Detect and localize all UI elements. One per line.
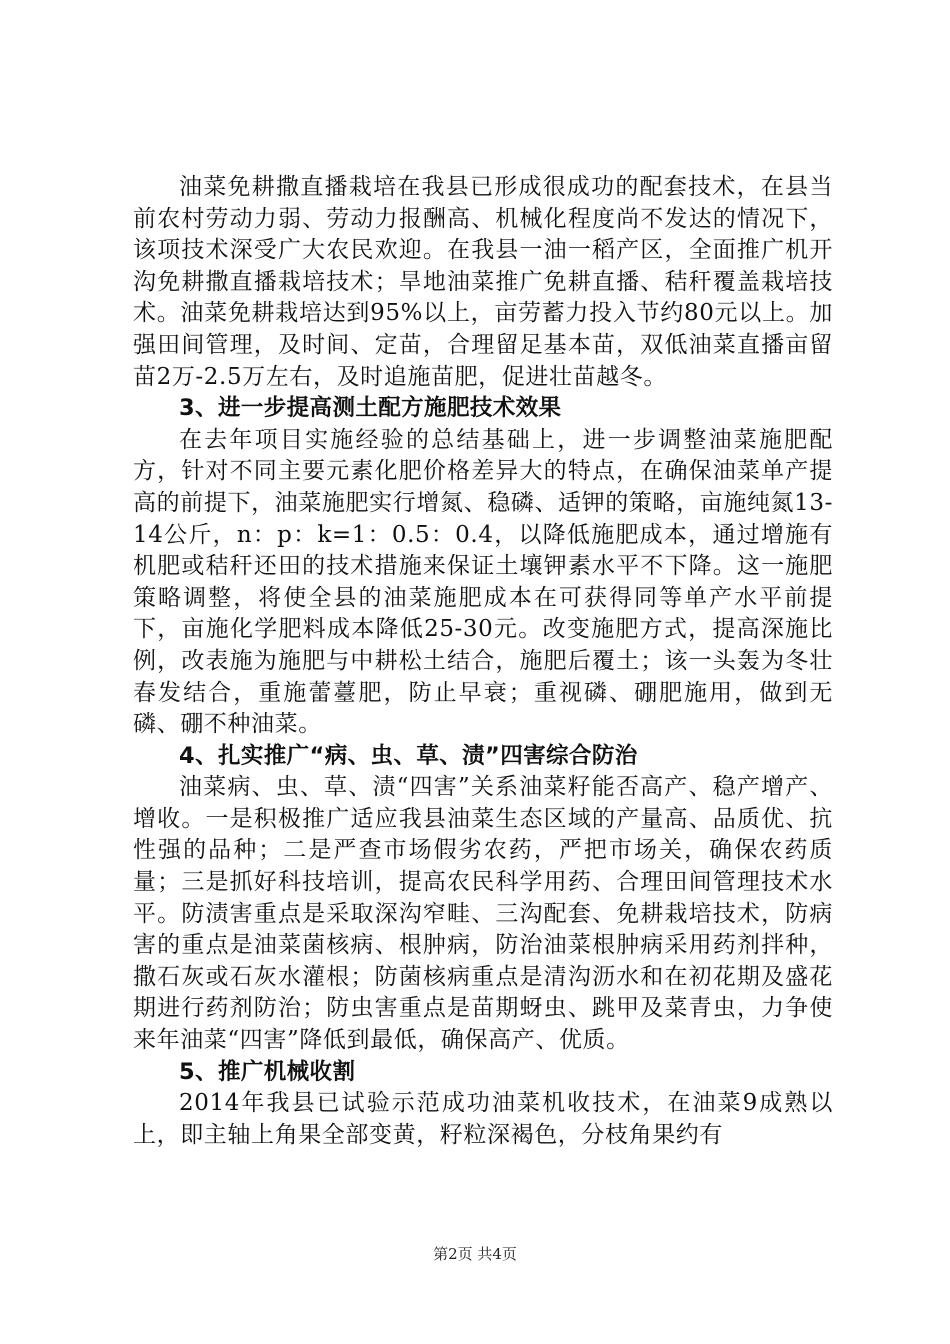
paragraph-no-till-direct-seeding: 油菜免耕撒直播栽培在我县已形成很成功的配套技术，在县当前农村劳动力弱、劳动力报酬高、机械化程度尚不发达的情况下，该项技术深受广大农民欢迎。在我县一油一稻产区，全面推广机开沟免耕撒直播栽培技术；旱地油菜推广免耕直播、秸秆覆盖栽培技术。油菜免耕栽培达到95%以上，亩劳蓄力投入节约80元以上。加强田间管理，及时间、定苗，合理留足基本苗，双低油菜直播亩留苗2万-2.5万左右，及时追施苗肥，促进壮苗越冬。 [133,174,833,390]
section-heading-3: 3、进一步提高测土配方施肥技术效果 [179,395,562,422]
paragraph-fertilization: 在去年项目实施经验的总结基础上，进一步调整油菜施肥配方，针对不同主要元素化肥价格差异大的特点，在确保油菜单产提高的前提下，油菜施肥实行增氮、稳磷、适钾的策略，亩施纯氮13-14公斤，n：p：k=1：0.5：0.4，以降低施肥成本，通过增施有机肥或秸秆还田的技术措施来保证土壤钾素水平不下降。这一施肥策略调整，将使全县的油菜施肥成本在可获得同等单产水平前提下，亩施化学肥料成本降低25-30元。改变施肥方式，提高深施比例，改表施为施肥与中耕松土结合，施肥后覆土；该一头轰为冬壮春发结合，重施蕾薹肥，防止早衰；重视磷、硼肥施用，做到无磷、硼不种油菜。 [133,426,833,738]
paragraph-mechanical-harvest: 2014年我县已试验示范成功油菜机收技术，在油菜9成熟以上，即主轴上角果全部变黄，籽粒深褐色，分枝角果约有 [133,1090,833,1148]
paragraph-pest-control: 油菜病、虫、草、渍“四害”关系油菜籽能否高产、稳产增产、增收。一是积极推广适应我县油菜生态区域的产量高、品质优、抗性强的品种；二是严查市场假劣农药，严把市场关，确保农药质量；三是抓好科技培训，提高农民科学用药、合理田间管理技术水平。防渍害重点是采取深沟窄畦、三沟配套、免耕栽培技术，防病害的重点是油菜菌核病、根肿病，防治油菜根肿病采用药剂拌种，撒石灰或石灰水灌根；防菌核病重点是清沟沥水和在初花期及盛花期进行药剂防治；防虫害重点是苗期蚜虫、跳甲及菜青虫，力争使来年油菜“四害”降低到最低，确保高产、优质。 [133,774,833,1054]
section-heading-4: 4、扎实推广“病、虫、草、渍”四害综合防治 [179,742,638,769]
document-body [133,172,833,1151]
section-heading-5: 5、推广机械收割 [179,1058,356,1085]
page-number-footer: 第2页 共4页 [433,1245,517,1263]
